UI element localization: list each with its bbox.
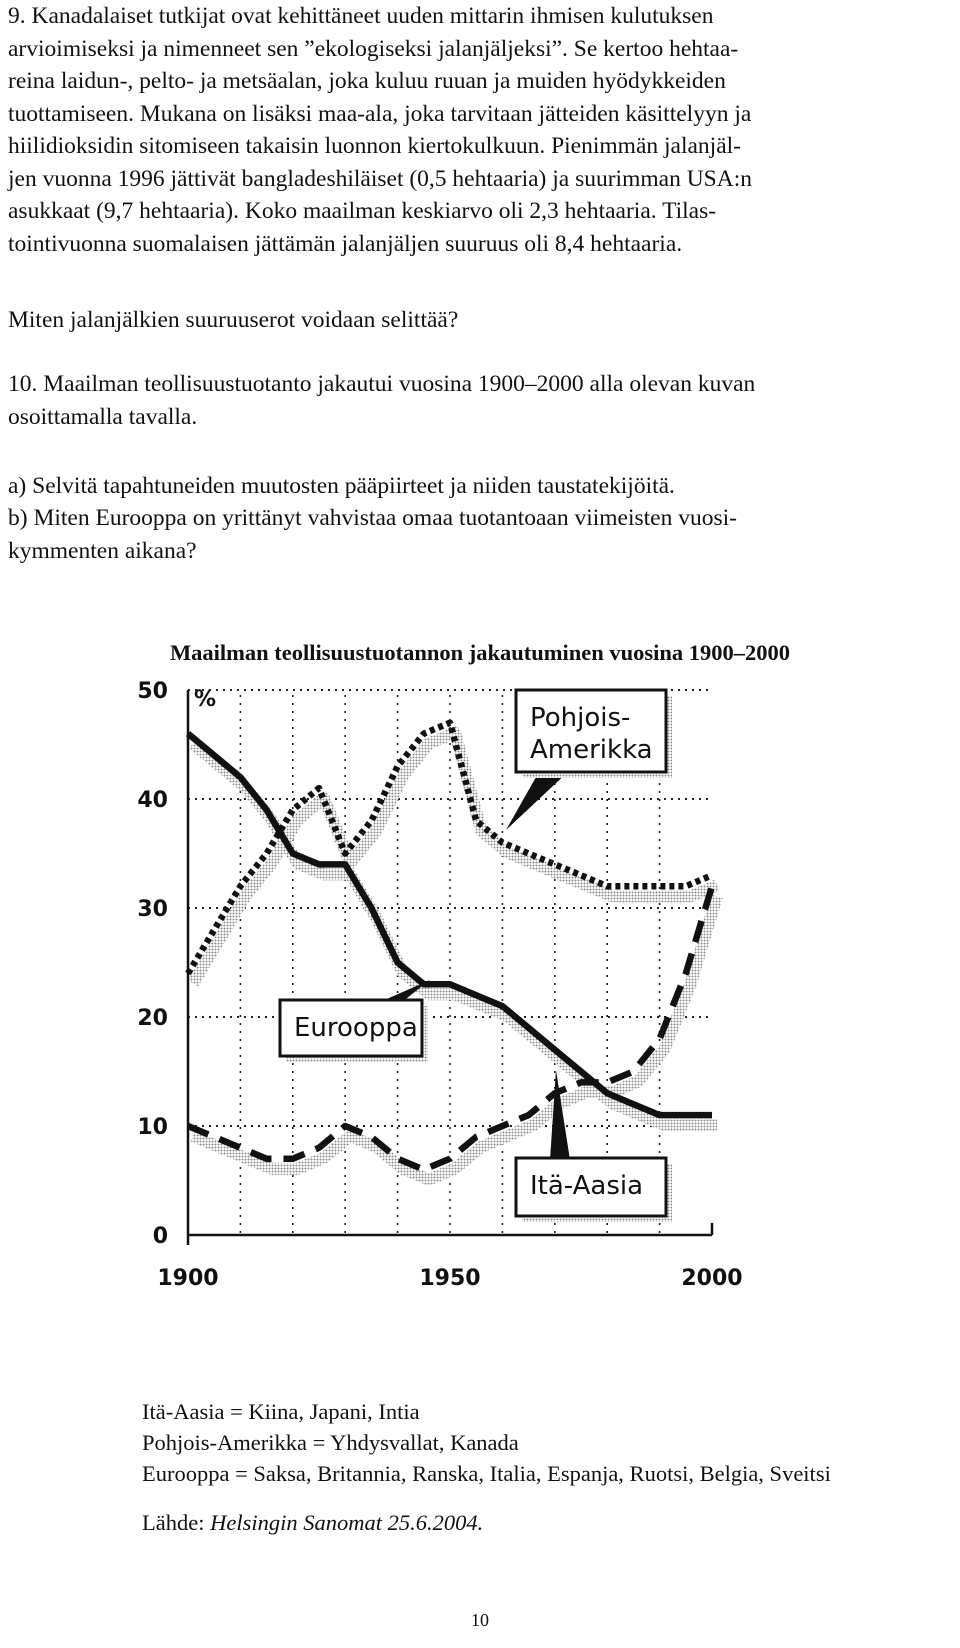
definition-europe: Eurooppa = Saksa, Britannia, Ranska, Italia, Espanja, Ruotsi, Belgia, Sveitsi <box>142 1461 831 1486</box>
callout-label: Itä-Aasia <box>530 1171 644 1201</box>
question-9-line: 9. Kanadalaiset tutkijat ovat kehittäneet uuden mittarin ihmisen kulutuksen <box>8 3 714 29</box>
question-10-paragraph <box>8 368 946 433</box>
y-tick-label: 40 <box>137 788 168 813</box>
source-date: 25.6.2004. <box>381 1510 484 1535</box>
question-10-part-a: a) Selvitä tapahtuneiden muutosten pääpiirteet ja niiden taustatekijöitä. <box>8 473 675 499</box>
question-9-paragraph <box>8 0 946 260</box>
question-10-line: 10. Maailman teollisuustuotanto jakautui vuosina 1900–2000 alla olevan kuvan <box>8 371 756 397</box>
question-9-line: tointivuonna suomalaisen jättämän jalanjäljen suuruus oli 8,4 hehtaaria. <box>8 230 683 257</box>
question-9-line: asukkaat (9,7 hehtaaria). Koko maailman keskiarvo oli 2,3 hehtaaria. Tilas- <box>8 198 717 224</box>
x-tick-label: 1900 <box>157 1266 219 1291</box>
series-shadow <box>193 744 717 1126</box>
callout-north-america <box>506 690 672 830</box>
page-number: 10 <box>471 1610 489 1630</box>
question-10-part-b-line: kymmenten aikana? <box>8 537 197 564</box>
y-tick-label: 0 <box>152 1224 168 1249</box>
callout-label: Amerikka <box>530 735 653 765</box>
callout-label: Pohjois- <box>530 703 631 733</box>
definition-north-america: Pohjois-Amerikka = Yhdysvallat, Kanada <box>142 1430 519 1455</box>
y-axis-unit-label: % <box>194 687 217 712</box>
callout-label: Eurooppa <box>294 1013 418 1043</box>
question-10-line: osoittamalla tavalla. <box>8 403 198 430</box>
question-9-line: hiilidioksidin sitomiseen takaisin luonnon kiertokulkuun. Pienimmän jalanjäl- <box>8 133 741 159</box>
region-definitions <box>142 1396 831 1489</box>
series-line <box>188 734 712 1116</box>
x-tick-label: 2000 <box>681 1266 743 1291</box>
series-shadow <box>193 896 717 1179</box>
question-9-line: jen vuonna 1996 jättivät bangladeshiläiset (0,5 hehtaaria) ja suurimman USA:n <box>8 165 752 192</box>
industrial-production-chart <box>130 679 743 1291</box>
y-tick-label: 10 <box>137 1115 168 1140</box>
series-lines <box>188 723 712 1170</box>
question-9-line: reina laidun-, pelto- ja metsäalan, joka kuluu ruuan ja muiden hyödykkeiden <box>8 68 726 94</box>
question-9-line: tuottamiseen. Mukana on lisäksi maa-ala, joka tarvitaan jätteiden käsittelyyn ja <box>8 100 752 127</box>
callout-pointer <box>550 1070 570 1160</box>
question-10-part-b <box>8 502 946 567</box>
y-tick-label: 30 <box>137 897 168 922</box>
source-publication: Helsingin Sanomat <box>210 1510 382 1535</box>
definition-east-asia: Itä-Aasia = Kiina, Japani, Intia <box>142 1399 420 1424</box>
question-9-question: Miten jalanjälkien suuruuserot voidaan selittää? <box>8 307 459 333</box>
question-9-line: arvioimiseksi ja nimenneet sen ”ekologiseksi jalanjäljeksi”. Se kertoo hehtaa- <box>8 35 739 62</box>
x-tick-label: 1950 <box>419 1266 481 1291</box>
source-prefix: Lähde: <box>142 1510 211 1535</box>
y-tick-label: 20 <box>137 1006 168 1031</box>
y-tick-label: 50 <box>137 679 168 704</box>
source-line <box>142 1510 483 1536</box>
callout-europe <box>280 980 430 1062</box>
figure-title: Maailman teollisuustuotannon jakautuminen vuosina 1900–2000 <box>169 640 791 665</box>
question-10-part-b-line: b) Miten Eurooppa on yrittänyt vahvistaa omaa tuotantoaan viimeisten vuosi- <box>8 505 737 531</box>
